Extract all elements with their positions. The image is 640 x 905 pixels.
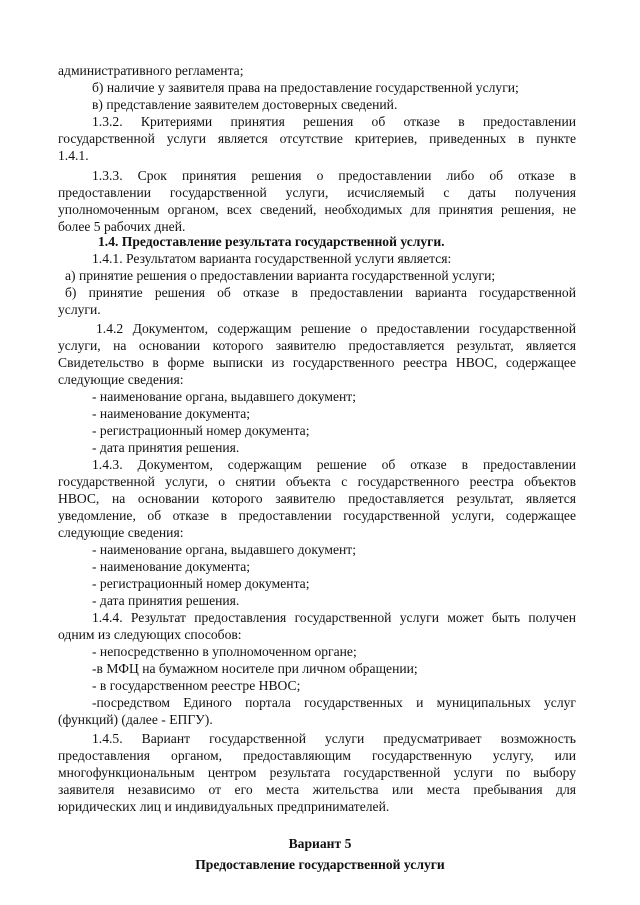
text-line: 1.3.2. Критериями принятия решения об отказе в предоставлении — [92, 114, 576, 129]
text-line: следующие сведения: — [58, 525, 184, 540]
variant-subheading: Предоставление государственной услуги — [195, 857, 445, 872]
list-item: - непосредственно в уполномоченном органе; — [92, 644, 357, 659]
list-item: - в государственном реестре НВОС; — [92, 678, 301, 693]
text-line: заявителя независимо от его места жительства или места пребывания для — [58, 782, 576, 797]
text-line: 1.4.4. Результат предоставления государственной услуги может быть получен — [92, 610, 576, 625]
text-line: 1.4.1. Результатом варианта государственной услуги является: — [92, 251, 452, 266]
text-line: 1.4.5. Вариант государственной услуги предусматривает возможность — [92, 731, 576, 746]
section-heading: 1.4. Предоставление результата государственной услуги. — [98, 234, 445, 249]
text-line: уведомление, об отказе в предоставлении государственной услуги, содержащее — [58, 508, 576, 523]
text-line: административного регламента; — [58, 63, 244, 78]
list-item: - дата принятия решения. — [92, 440, 240, 455]
text-line: б) наличие у заявителя права на предоставление государственной услуги; — [92, 80, 519, 95]
text-line: многофункциональным центром результата государственной услуги по выбору — [58, 765, 576, 780]
text-line: одним из следующих способов: — [58, 627, 242, 642]
list-item: - наименование органа, выдавшего документ; — [92, 389, 357, 404]
list-item: -в МФЦ на бумажном носителе при личном обращении; — [92, 661, 418, 676]
text-line: услуги. — [58, 302, 101, 317]
text-line: более 5 рабочих дней. — [58, 219, 186, 234]
text-line: предоставления органом, предоставляющим государственную услугу, или — [58, 748, 576, 763]
list-item: - регистрационный номер документа; — [92, 576, 310, 591]
text-line: уполномоченным органом, всех сведений, необходимых для принятия решения, не — [58, 202, 576, 217]
list-item: - регистрационный номер документа; — [92, 423, 310, 438]
text-line: НВОС, на основании которого заявителю предоставляется результат, является — [58, 491, 576, 506]
variant-heading: Вариант 5 — [288, 836, 352, 851]
text-line: Свидетельство в форме выписки из государственного реестра НВОС, содержащее — [58, 355, 576, 370]
list-item: - наименование документа; — [92, 406, 251, 421]
list-item: - дата принятия решения. — [92, 593, 240, 608]
list-item: - наименование органа, выдавшего документ; — [92, 542, 357, 557]
text-line: 1.4.2 Документом, содержащим решение о предоставлении государственной — [96, 321, 576, 336]
text-line: -посредством Единого портала государственных и муниципальных услуг — [92, 695, 576, 710]
text-line: 1.4.3. Документом, содержащим решение об отказе в предоставлении — [92, 457, 576, 472]
text-line: б) принятие решения об отказе в предоставлении варианта государственной — [65, 285, 576, 300]
text-line: предоставлении государственной услуги, исчисляемый с даты получения — [58, 185, 576, 200]
list-item: - наименование документа; — [92, 559, 251, 574]
text-line: в) представление заявителем достоверных сведений. — [92, 97, 398, 112]
text-line: государственной услуги является отсутствие критериев, приведенных в пункте — [58, 131, 576, 146]
text-line: (функций) (далее - ЕПГУ). — [58, 712, 213, 727]
text-line: государственной услуги, о снятии объекта с государственного реестра объектов — [58, 474, 576, 489]
text-line: услуги, на основании которого заявителю предоставляется результат, является — [58, 338, 576, 353]
text-line: следующие сведения: — [58, 372, 184, 387]
text-line: юридических лиц и индивидуальных предпринимателей. — [58, 799, 390, 814]
text-line: 1.4.1. — [58, 148, 89, 163]
text-line: 1.3.3. Срок принятия решения о предоставлении либо об отказе в — [92, 168, 576, 183]
text-line: а) принятие решения о предоставлении варианта государственной услуги; — [65, 268, 496, 283]
